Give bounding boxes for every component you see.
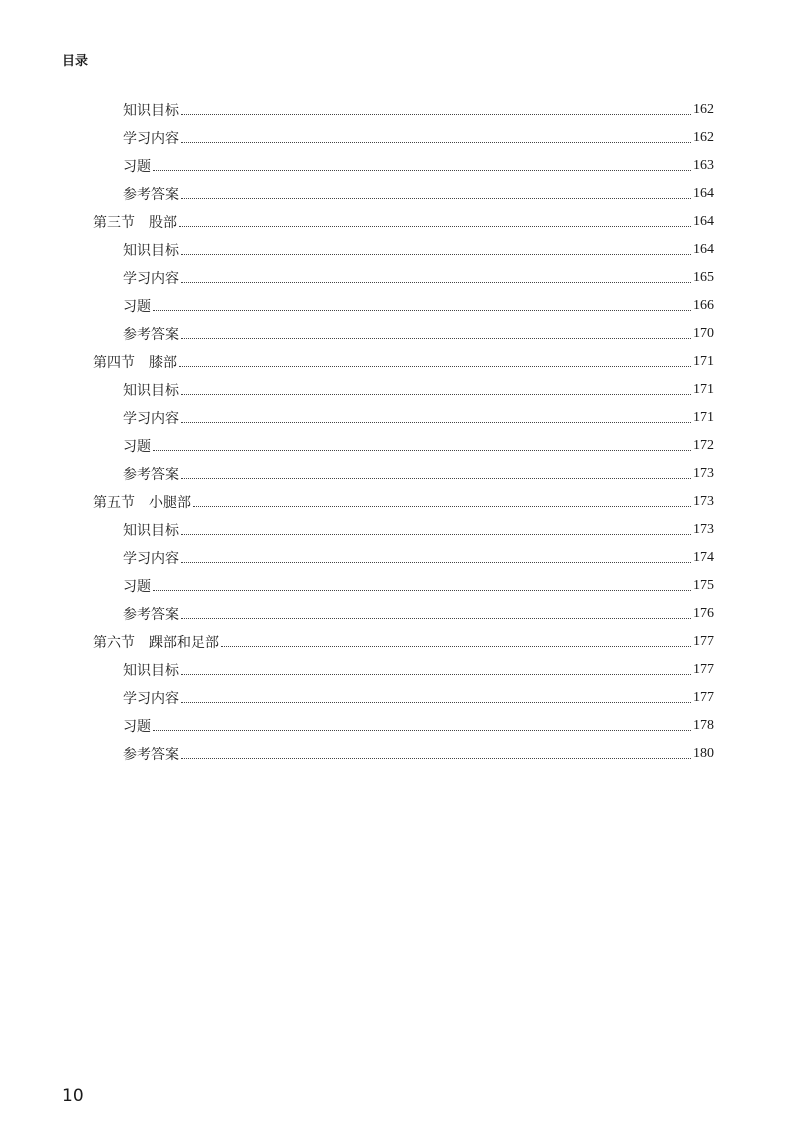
dot-leader bbox=[153, 169, 691, 171]
toc-entry-label: 习题 bbox=[123, 159, 151, 175]
toc-entry-label: 知识目标 bbox=[123, 383, 179, 399]
toc-entry-label: 参考答案 bbox=[123, 187, 179, 203]
toc-page-number: 171 bbox=[693, 354, 714, 369]
dot-leader bbox=[181, 113, 691, 115]
toc-entry-label: 参考答案 bbox=[123, 467, 179, 483]
toc-entry-label: 学习内容 bbox=[123, 271, 179, 287]
toc-entry-label: 第三节 股部 bbox=[93, 215, 177, 231]
toc-subsection-entry[interactable] bbox=[0, 292, 800, 320]
dot-leader bbox=[179, 365, 691, 367]
dot-leader bbox=[179, 225, 691, 227]
dot-leader bbox=[181, 533, 691, 535]
toc-page-number: 164 bbox=[693, 214, 714, 229]
toc-page-number: 177 bbox=[693, 634, 714, 649]
toc-entry-label: 知识目标 bbox=[123, 243, 179, 259]
toc-entry-label: 参考答案 bbox=[123, 607, 179, 623]
toc-page-number: 174 bbox=[693, 550, 714, 565]
toc-entry-label: 习题 bbox=[123, 719, 151, 735]
dot-leader bbox=[181, 477, 691, 479]
toc-page-number: 164 bbox=[693, 242, 714, 257]
dot-leader bbox=[181, 701, 691, 703]
dot-leader bbox=[181, 281, 691, 283]
dot-leader bbox=[153, 449, 691, 451]
toc-page-number: 166 bbox=[693, 298, 714, 313]
toc-page-number: 177 bbox=[693, 690, 714, 705]
toc-subsection-entry[interactable] bbox=[0, 516, 800, 544]
toc-entry-label: 参考答案 bbox=[123, 327, 179, 343]
toc-entry-label: 学习内容 bbox=[123, 131, 179, 147]
toc-subsection-entry[interactable] bbox=[0, 376, 800, 404]
toc-entry-label: 第四节 膝部 bbox=[93, 355, 177, 371]
toc-subsection-entry[interactable] bbox=[0, 264, 800, 292]
toc-entry-label: 知识目标 bbox=[123, 103, 179, 119]
toc-entry-label: 习题 bbox=[123, 579, 151, 595]
toc-section-entry[interactable] bbox=[0, 208, 800, 236]
toc-page-number: 171 bbox=[693, 382, 714, 397]
toc-entry-label: 知识目标 bbox=[123, 663, 179, 679]
toc-page-number: 173 bbox=[693, 494, 714, 509]
dot-leader bbox=[181, 393, 691, 395]
toc-subsection-entry[interactable] bbox=[0, 740, 800, 768]
toc-subsection-entry[interactable] bbox=[0, 124, 800, 152]
toc-entry-label: 知识目标 bbox=[123, 523, 179, 539]
dot-leader bbox=[181, 337, 691, 339]
toc-entry-label: 第五节 小腿部 bbox=[93, 495, 191, 511]
toc-subsection-entry[interactable] bbox=[0, 180, 800, 208]
page-number: 10 bbox=[62, 1086, 84, 1106]
toc-page-number: 178 bbox=[693, 718, 714, 733]
toc-subsection-entry[interactable] bbox=[0, 572, 800, 600]
table-of-contents bbox=[0, 96, 800, 768]
toc-section-entry[interactable] bbox=[0, 488, 800, 516]
toc-section-entry[interactable] bbox=[0, 348, 800, 376]
dot-leader bbox=[181, 673, 691, 675]
dot-leader bbox=[153, 309, 691, 311]
toc-page-number: 173 bbox=[693, 522, 714, 537]
toc-subsection-entry[interactable] bbox=[0, 544, 800, 572]
dot-leader bbox=[153, 729, 691, 731]
toc-section-entry[interactable] bbox=[0, 628, 800, 656]
toc-subsection-entry[interactable] bbox=[0, 712, 800, 740]
toc-entry-label: 学习内容 bbox=[123, 411, 179, 427]
toc-entry-label: 参考答案 bbox=[123, 747, 179, 763]
dot-leader bbox=[181, 561, 691, 563]
dot-leader bbox=[181, 757, 691, 759]
toc-subsection-entry[interactable] bbox=[0, 96, 800, 124]
toc-page-number: 162 bbox=[693, 102, 714, 117]
toc-entry-label: 学习内容 bbox=[123, 551, 179, 567]
toc-subsection-entry[interactable] bbox=[0, 152, 800, 180]
dot-leader bbox=[181, 253, 691, 255]
toc-page-number: 162 bbox=[693, 130, 714, 145]
toc-page-number: 175 bbox=[693, 578, 714, 593]
toc-subsection-entry[interactable] bbox=[0, 236, 800, 264]
toc-page-number: 172 bbox=[693, 438, 714, 453]
toc-page-number: 165 bbox=[693, 270, 714, 285]
toc-entry-label: 学习内容 bbox=[123, 691, 179, 707]
toc-page-number: 173 bbox=[693, 466, 714, 481]
dot-leader bbox=[153, 589, 691, 591]
dot-leader bbox=[221, 645, 691, 647]
toc-page-number: 177 bbox=[693, 662, 714, 677]
toc-subsection-entry[interactable] bbox=[0, 404, 800, 432]
dot-leader bbox=[193, 505, 691, 507]
toc-page-number: 180 bbox=[693, 746, 714, 761]
toc-entry-label: 第六节 踝部和足部 bbox=[93, 635, 219, 651]
toc-page-number: 164 bbox=[693, 186, 714, 201]
toc-subsection-entry[interactable] bbox=[0, 460, 800, 488]
toc-page-number: 163 bbox=[693, 158, 714, 173]
toc-page-number: 171 bbox=[693, 410, 714, 425]
running-header: 目录 bbox=[62, 54, 89, 69]
toc-subsection-entry[interactable] bbox=[0, 320, 800, 348]
toc-subsection-entry[interactable] bbox=[0, 684, 800, 712]
toc-entry-label: 习题 bbox=[123, 439, 151, 455]
toc-page-number: 170 bbox=[693, 326, 714, 341]
dot-leader bbox=[181, 421, 691, 423]
toc-page-number: 176 bbox=[693, 606, 714, 621]
toc-subsection-entry[interactable] bbox=[0, 656, 800, 684]
dot-leader bbox=[181, 197, 691, 199]
toc-subsection-entry[interactable] bbox=[0, 600, 800, 628]
toc-entry-label: 习题 bbox=[123, 299, 151, 315]
toc-subsection-entry[interactable] bbox=[0, 432, 800, 460]
dot-leader bbox=[181, 141, 691, 143]
dot-leader bbox=[181, 617, 691, 619]
